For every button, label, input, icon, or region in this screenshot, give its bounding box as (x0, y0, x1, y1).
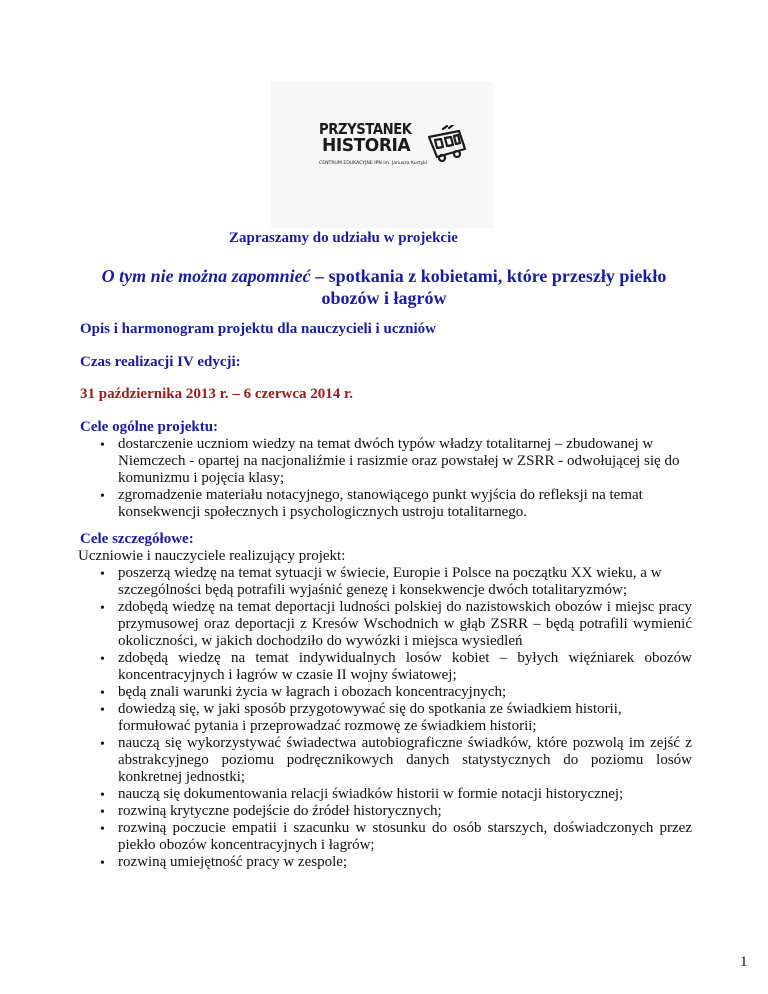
edition-heading: Czas realizacji IV edycji: (80, 354, 241, 370)
general-goals (80, 418, 692, 521)
list-item: • zgromadzenie materiału notacyjnego, stanowiącego punkt wyjścia do refleksji na temat konsekwencji społecznych i psychologicznych ustroju totalitarnego. (100, 487, 643, 520)
general-goals-heading: Cele ogólne projektu: (80, 419, 219, 435)
list-item: • nauczą się dokumentowania relacji świadków historii w formie notacji historycznej; (100, 786, 624, 803)
list-item: • zdobędą wiedzę na temat indywidualnych losów kobiet – byłych więźniarek obozów koncentracyjnych i łagrów w czasie II wojny światowej; (100, 650, 692, 683)
logo-line-1: PRZYSTANEK (319, 120, 412, 138)
title-rest: – spotkania z kobietami, które przeszły piekło (310, 266, 667, 286)
logo-subline: CENTRUM EDUKACYJNE IPN im. Janusza Kurtyki (319, 161, 428, 166)
list-item: • poszerzą wiedzę na temat sytuacji w świecie, Europie i Polsce na początku XX wieku, a w szczególności będą potrafili wyjaśnić genezę i konsekwencje dwóch totalitaryzmów; (100, 565, 662, 598)
tram-icon (425, 125, 469, 165)
specific-goals (80, 530, 692, 871)
list-item: • zdobędą wiedzę na temat deportacji ludności polskiej do nazistowskich obozów i miejsc pracy przymusowej oraz deportacji z Kresów Wschodnich w głąb ZSRR – będą potrafili wymienić okoliczności, w jakich dochodziło do wywózki i miejsca wysiedleń (100, 599, 692, 649)
specific-goals-intro: Uczniowie i nauczyciele realizujący projekt: (78, 548, 346, 564)
title-line-2: obozów i łagrów (321, 288, 447, 308)
list-item: • rozwiną poczucie empatii i szacunku w stosunku do osób starszych, doświadczonych przez piekło obozów koncentracyjnych i łagrów; (100, 820, 692, 853)
title-italic: O tym nie można zapomnieć (101, 266, 311, 286)
logo-line-2: HISTORIA (322, 135, 411, 156)
invite-line: Zapraszamy do udziału w projekcie (229, 230, 458, 246)
description-heading: Opis i harmonogram projektu dla nauczycieli i uczniów (80, 321, 436, 337)
list-item: • rozwiną krytyczne podejście do źródeł historycznych; (100, 803, 442, 820)
page-number: 1 (740, 954, 748, 970)
list-item: • dostarczenie uczniom wiedzy na temat dwóch typów władzy totalitarnej – zbudowanej w Niemczech - opartej na nacjonaliźmie i rasizmie oraz powstałej w ZSRR - odwołującej się do komunizmu i pojęcia klasy; (100, 436, 680, 486)
logo (271, 82, 493, 228)
list-item: • będą znali warunki życia w łagrach i obozach koncentracyjnych; (100, 684, 507, 701)
page-title (80, 265, 688, 309)
list-item: • nauczą się wykorzystywać świadectwa autobiograficzne świadków, które pozwolą im zejść z abstrakcyjnego poziomu podręcznikowych danych statystycznych do poziomu losów konkretnej jednostki; (100, 735, 692, 785)
dates-line: 31 października 2013 r. – 6 czerwca 2014 r. (80, 386, 354, 402)
list-item: • dowiedzą się, w jaki sposób przygotowywać się do spotkania ze świadkiem historii, formułować pytania i przeprowadzać rozmowę ze świadkiem historii; (100, 701, 622, 734)
list-item: • rozwiną umiejętność pracy w zespole; (100, 854, 348, 871)
specific-goals-heading: Cele szczegółowe: (80, 531, 194, 547)
